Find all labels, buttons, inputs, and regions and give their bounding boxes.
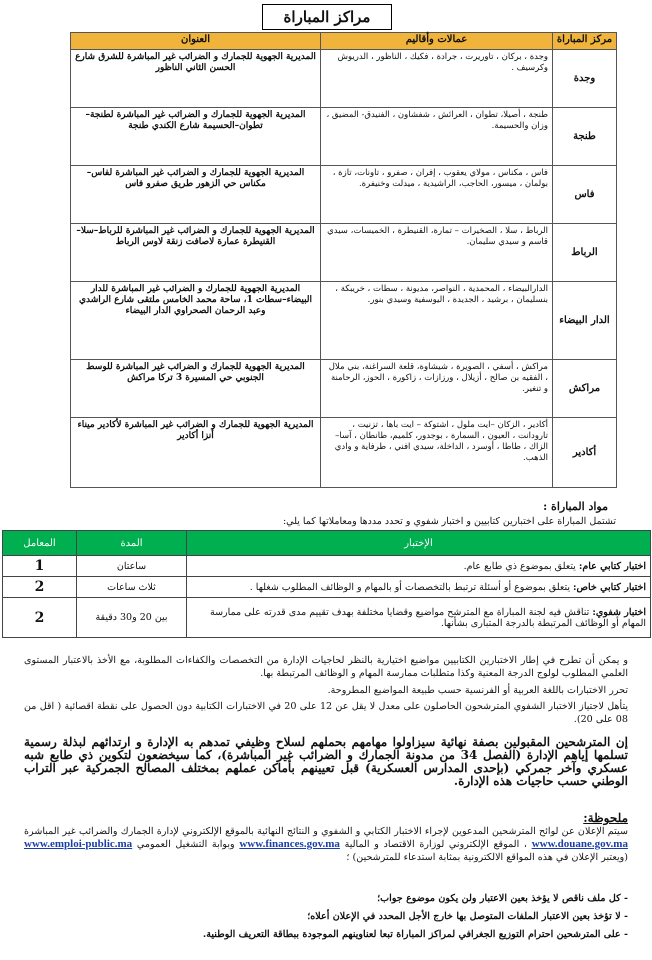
bullet-text: لا تؤخذ بعين الاعتبار الملفات المتوصل بها خارج الأجل المحدد في الإعلان أعلاه؛	[307, 911, 621, 922]
paragraph-final-candidates: إن المترشحين المقبولين بصفة نهائية سيزاولوا مهامهم بحملهم لسلاح وظيفي تمدهم به الإدارة و ارتدائهم لبذلة رسمية تسلمها إياهم الإدارة (الفصل 34 من مدونة الجمارك و الضرائب غير المباشرة)، كما سيخضعون لتكوين ذي طابع شبه عسكري وآخر جمركي (بإحدى المدارس العسكرية) قبل تعيينهم بأماكن عملهم بمختلف المصالح الجمركية عبر التراب الوطني حسب حاجيات هذه الإدارة.	[24, 735, 628, 788]
center-address: المديرية الجهوية للجمارك و الضرائب غير المباشرة لأكادير ميناء أنزا أكادير	[71, 418, 321, 488]
finances-link[interactable]: www.finances.gov.ma	[239, 838, 340, 850]
exam-coef: 2	[3, 598, 77, 638]
table-row	[71, 108, 617, 166]
table-row	[3, 577, 651, 598]
paragraph-languages: تحرر الاختبارات باللغة العربية أو الفرنسية حسب طبيعة المواضيع المطروحة.	[327, 685, 628, 696]
table-row	[71, 282, 617, 360]
centers-table	[70, 32, 617, 488]
table-row	[71, 418, 617, 488]
center-city: فاس	[553, 166, 617, 224]
exams-table	[2, 530, 651, 638]
exam-name: اختبار كتابي خاص:	[573, 581, 646, 593]
center-provinces: أكادير ، الزكان –ايت ملول ، اشتوكة – ايت باها ، تزنيت ، تارودانت ، العيون ، السمارة ، بوجدور، كلميم، طانطان ، آسا– الزاك ، طاطا ، أوسرد ، الداخلة، سيدي افني ، طرفاية و وادي الذهب.	[321, 418, 553, 488]
list-item: - على المترشحين احترام التوزيع الجغرافي لمراكز المباراة تبعا لعناوينهم الموجودة ببطاقة التعريف الوطنية.	[202, 929, 628, 940]
note-text-b: ، الموقع الإلكتروني لوزارة الاقتصاد و المالية	[344, 839, 528, 850]
center-city: وجدة	[553, 50, 617, 108]
center-provinces: فاس ، مكناس ، مولاي يعقوب ، إفران ، صفرو ، تاونات، تازة ، بولمان ، ميسور، الحاجب، الراشيدية ، ميدلت وخنيفرة.	[321, 166, 553, 224]
douane-link[interactable]: www.douane.gov.ma	[531, 838, 628, 850]
table-row	[3, 556, 651, 577]
exam-coef: 1	[3, 556, 77, 577]
header-address: العنوان	[71, 33, 321, 50]
note-block	[24, 812, 628, 864]
table-row	[71, 360, 617, 418]
table-row	[71, 224, 617, 282]
paragraph-optional-topics: و يمكن أن تطرح في إطار الاختبارين الكتابيين مواضيع اختيارية بالنظر لحاجيات الإدارة من التخصصات والكفاءات المطلوبة، مع الأخذ بالاعتبار المستوى العلمي المطلوب لولوج الدرجة المعنية وكذا متطلبات ممارسة المهام و الوظائف المرتبطة بها.	[24, 655, 628, 679]
exam-duration: ثلاث ساعات	[77, 577, 187, 598]
header-provinces: عمالات وأقاليم	[321, 33, 553, 50]
table-row	[3, 598, 651, 638]
bullet-text: كل ملف ناقص لا يؤخذ بعين الاعتبار ولن يكون موضوع جواب؛	[377, 893, 621, 904]
header-coef: المعامل	[3, 531, 77, 556]
centers-header-row	[71, 33, 617, 50]
center-provinces: مراكش ، أسفي ، الصويرة ، شيشاوة، قلعة السراغنة، بني ملال ، الفقيه بن صالح ، أزيلال ، ورزازات ، زاكورة ، الحوز، الرحامنة و تنغير.	[321, 360, 553, 418]
exam-coef: 2	[3, 577, 77, 598]
exam-desc	[187, 556, 651, 577]
header-center: مركز المباراة	[553, 33, 617, 50]
center-address: المديرية الجهوية للجمارك و الضرائب غير المباشرة للرباط–سلا–القنيطرة عمارة لاصافت زنقة لاوس الرباط	[71, 224, 321, 282]
list-item: - لا تؤخذ بعين الاعتبار الملفات المتوصل بها خارج الأجل المحدد في الإعلان أعلاه؛	[307, 911, 628, 922]
center-address: المديرية الجهوية للجمارك و الضرائب غير المباشرة لفاس–مكناس حي الزهور طريق صفرو فاس	[71, 166, 321, 224]
exam-text: تناقش فيه لجنة المباراة مع المترشح مواضيع وقضايا مختلفة بهدف تقييم مدى قدرته على ممارسة المهام أو الوظائف المرتبطة بالدرجة المتبارى بشأنها.	[209, 606, 646, 629]
exam-duration: ساعتان	[77, 556, 187, 577]
center-city: طنجة	[553, 108, 617, 166]
exam-name: اختبار شفوي:	[592, 606, 646, 618]
emploi-public-link[interactable]: www.emploi-public.ma	[24, 838, 133, 850]
center-city: الدار البيضاء	[553, 282, 617, 360]
exam-text: يتعلق بموضوع أو أسئلة ترتبط بالتخصصات أو بالمهام و الوظائف المطلوب شغلها .	[249, 581, 571, 593]
note-label: ملحوظة:	[583, 811, 628, 825]
exam-text: يتعلق بموضوع ذي طابع عام.	[463, 560, 576, 572]
center-provinces: الدارالبيضاء ، المحمدية ، النواصر، مديونة ، سطات ، خريبكة ، بنسليمان ، برشيد ، الجديدة ، اليوسفية وسيدي بنور.	[321, 282, 553, 360]
paragraph-oral-qualification: يتأهل لاجتياز الاختبار الشفوي المترشحون الحاصلون على معدل لا يقل عن 12 على 20 في الاختبارات الكتابية دون الحصول على نقطة اقصائية ( اقل من 08 على 20).	[24, 701, 629, 725]
list-item: - كل ملف ناقص لا يؤخذ بعين الاعتبار ولن يكون موضوع جواب؛	[377, 893, 628, 904]
center-provinces: طنجة ، أصيلا، تطوان ، العرائش ، شفشاون ، الفنيدق- المضيق ، وزان والحسيمة.	[321, 108, 553, 166]
bullet-list	[24, 890, 628, 944]
center-city: الرباط	[553, 224, 617, 282]
exam-duration: بين 20 و30 دقيقة	[77, 598, 187, 638]
center-address: المديرية الجهوية للجمارك و الضرائب غير المباشرة للشرق شارع الحسن الثاني الناظور	[71, 50, 321, 108]
note-text-a: سيتم الإعلان عن لوائح المترشحين المدعوين لإجراء الاختبار الكتابي و الشفوي و النتائج النهائية بالموقع الإلكتروني لإدارة الجمارك والضرائب غير المباشرة	[24, 826, 628, 837]
center-city: أكادير	[553, 418, 617, 488]
exams-header-row	[3, 531, 651, 556]
center-address: المديرية الجهوية للجمارك و الضرائب غير المباشرة للوسط الجنوبي حي المسيرة 3 تركا مراكش	[71, 360, 321, 418]
subjects-title: مواد المباراة :	[543, 500, 608, 513]
page-title: مراكز المباراة	[262, 4, 392, 30]
exam-desc	[187, 577, 651, 598]
bullet-text: على المترشحين احترام التوزيع الجغرافي لمراكز المباراة تبعا لعناوينهم الموجودة ببطاقة التعريف الوطنية.	[202, 929, 621, 940]
exam-name: اختبار كتابي عام:	[578, 560, 646, 572]
note-text-d: (ويعتبر الإعلان في هذه المواقع الالكترونية بمثابة استدعاء للمترشحين) ؛	[346, 852, 628, 863]
center-provinces: الرباط ، سلا ، الصخيرات – تمارة، القنيطرة ، الخميسات، سيدي قاسم و سيدي سليمان.	[321, 224, 553, 282]
exam-desc	[187, 598, 651, 638]
table-row	[71, 166, 617, 224]
table-row	[71, 50, 617, 108]
center-address: المديرية الجهوية للجمارك و الضرائب غير المباشرة لطنجة–تطوان–الحسيمة شارع الكندي طنجة	[71, 108, 321, 166]
note-text-c: وبوابة التشغيل العمومي	[136, 839, 235, 850]
center-provinces: وجدة ، بركان ، تاوريرت ، جرادة ، فكيك ، الناظور ، الدريوش وكرسيف .	[321, 50, 553, 108]
header-duration: المدة	[77, 531, 187, 556]
header-exam: الإختبار	[187, 531, 651, 556]
center-address: المديرية الجهوية للجمارك و الضرائب غير المباشرة للدار البيضاء–سطات 1، ساحة محمد الخامس ملتقى شارع الراشدي وعبد الرحمان الصحراوي الدار البيضاء	[71, 282, 321, 360]
center-city: مراكش	[553, 360, 617, 418]
subjects-intro: تشتمل المباراة على اختبارين كتابيين و اختبار شفوي و تحدد مددها ومعاملاتها كما يلي:	[282, 516, 616, 527]
